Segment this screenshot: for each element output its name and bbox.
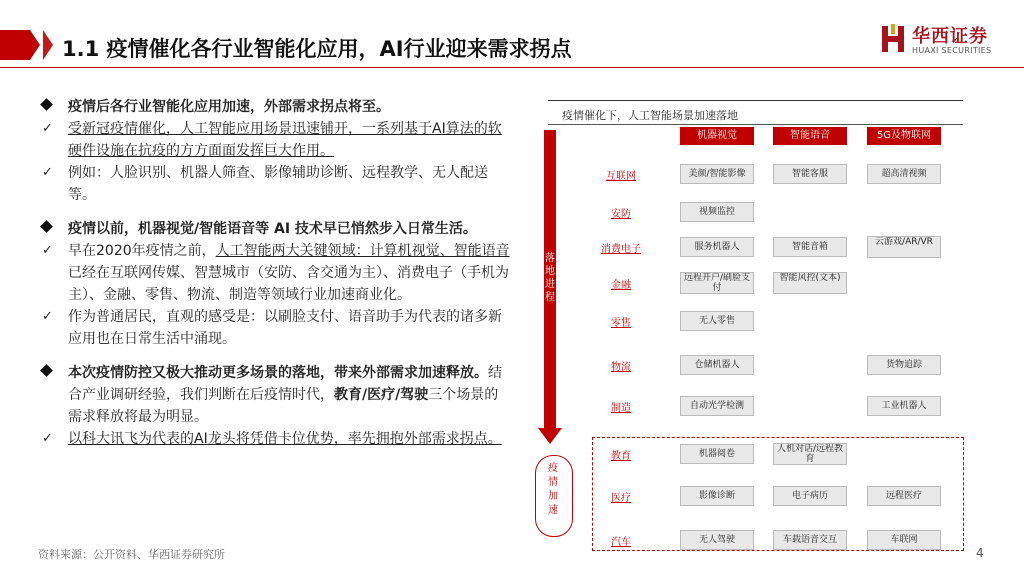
row-label: 互联网	[606, 171, 636, 182]
scenario-cell: 超高清视频	[867, 164, 941, 184]
scenario-cell: 美颜/智能影像	[680, 164, 754, 184]
row-label: 安防	[611, 209, 631, 220]
title-accent-bar	[0, 30, 40, 60]
logo-text-en: HUAXI SECURITIES	[912, 46, 992, 55]
scenario-cell: 云游戏/AR/VR	[867, 236, 941, 258]
scenario-cell: 机器阅卷	[680, 444, 754, 464]
progress-arrow-head-icon	[538, 428, 562, 444]
col-header-5g: 5G及物联网	[867, 127, 941, 145]
scenario-cell: 智能音箱	[773, 237, 847, 257]
row-label: 汽车	[611, 537, 631, 548]
diagram-top-rule	[548, 100, 963, 101]
section-2-heading: 疫情以前，机器视觉/智能语音等 AI 技术早已悄然步入日常生活。	[40, 218, 510, 240]
logo-text-cn: 华西证券	[912, 26, 988, 47]
row-label: 物流	[611, 362, 631, 373]
scenario-cell: 工业机器人	[867, 396, 941, 416]
section-1-bullet-2: ✓ 例如：人脸识别、机器人筛查、影像辅助诊断、远程教学、无人配送等。	[40, 162, 510, 206]
source-note: 资料来源：公开资料、华西证券研究所	[38, 548, 225, 561]
row-label: 金融	[611, 280, 631, 291]
scenario-cell: 货物追踪	[867, 355, 941, 375]
section-3-bullet-1: ✓ 以科大讯飞为代表的AI龙头将凭借卡位优势，率先拥抱外部需求拐点。	[40, 428, 510, 450]
section-2-bullet-1: ✓ 早在2020年疫情之前，人工智能两大关键领域：计算机视觉、智能语音已经在互联网传媒、智慧城市（安防、含交通为主）、消费电子（手机为主）、金融、零售、物流、制造等领域行业加速商业化。	[40, 240, 510, 306]
scenario-cell: 智能风控(文本)	[773, 272, 847, 294]
diagram-caption: 疫情催化下，人工智能场景加速落地	[562, 109, 738, 122]
scenario-cell: 人机对话/远程教育	[773, 443, 847, 465]
section-1-bullet-1: ✓ 受新冠疫情催化，人工智能应用场景迅速铺开，一系列基于AI算法的软硬件设施在抗疫的方方面面发挥巨大作用。	[40, 118, 510, 162]
check-bullet-icon: ✓	[42, 165, 53, 180]
scenario-cell: 无人驾驶	[680, 530, 754, 550]
title-accent-arrow	[43, 30, 53, 60]
diagram-caption-rule	[548, 124, 963, 125]
row-label: 制造	[611, 403, 631, 414]
epidemic-oval-label: 疫情加速	[548, 463, 558, 516]
check-bullet-icon: ✓	[42, 309, 53, 324]
col-header-vision: 机器视觉	[680, 127, 754, 145]
section-2-bullet-2: ✓ 作为普通居民，直观的感受是：以刷脸支付、语音助手为代表的诸多新应用也在日常生活中涌现。	[40, 306, 510, 350]
logo-mark-icon	[880, 24, 906, 54]
row-label: 消费电子	[601, 244, 641, 255]
check-bullet-icon: ✓	[42, 121, 53, 136]
scenario-cell: 智能客服	[773, 164, 847, 184]
scenario-cell: 自动光学检测	[680, 396, 754, 416]
diamond-bullet-icon	[40, 364, 53, 377]
scenario-cell: 远程医疗	[867, 486, 941, 506]
title-divider	[0, 67, 1024, 68]
scenario-cell: 服务机器人	[680, 237, 754, 257]
scenario-cell: 车联网	[867, 530, 941, 550]
main-text	[40, 96, 510, 450]
check-bullet-icon: ✓	[42, 431, 53, 446]
scenario-cell: 无人零售	[680, 311, 754, 331]
section-3-heading: 本次疫情防控又极大推动更多场景的落地，带来外部需求加速释放。结合产业调研经验，我们判断在后疫情时代，教育/医疗/驾驶三个场景的需求释放将最为明显。	[40, 362, 510, 428]
row-label: 医疗	[611, 493, 631, 504]
company-logo	[880, 22, 1010, 58]
diamond-bullet-icon	[40, 98, 53, 111]
progress-arrow-label: 落地进程	[545, 253, 555, 303]
diamond-bullet-icon	[40, 220, 53, 233]
scenario-cell: 影像诊断	[680, 486, 754, 506]
row-label: 零售	[611, 318, 631, 329]
scenario-cell: 远程开户/刷脸支付	[680, 272, 754, 294]
section-1-heading: 疫情后各行业智能化应用加速，外部需求拐点将至。	[40, 96, 510, 118]
page-number: 4	[976, 546, 984, 560]
row-label: 教育	[611, 451, 631, 462]
scenario-cell: 仓储机器人	[680, 355, 754, 375]
scenario-cell: 视频监控	[680, 202, 754, 222]
scenario-cell: 电子病历	[773, 486, 847, 506]
scenario-cell: 车载语音交互	[773, 530, 847, 550]
col-header-voice: 智能语音	[773, 127, 847, 145]
page-title: 1.1 疫情催化各行业智能化应用，AI行业迎来需求拐点	[62, 37, 572, 61]
check-bullet-icon: ✓	[42, 243, 53, 258]
